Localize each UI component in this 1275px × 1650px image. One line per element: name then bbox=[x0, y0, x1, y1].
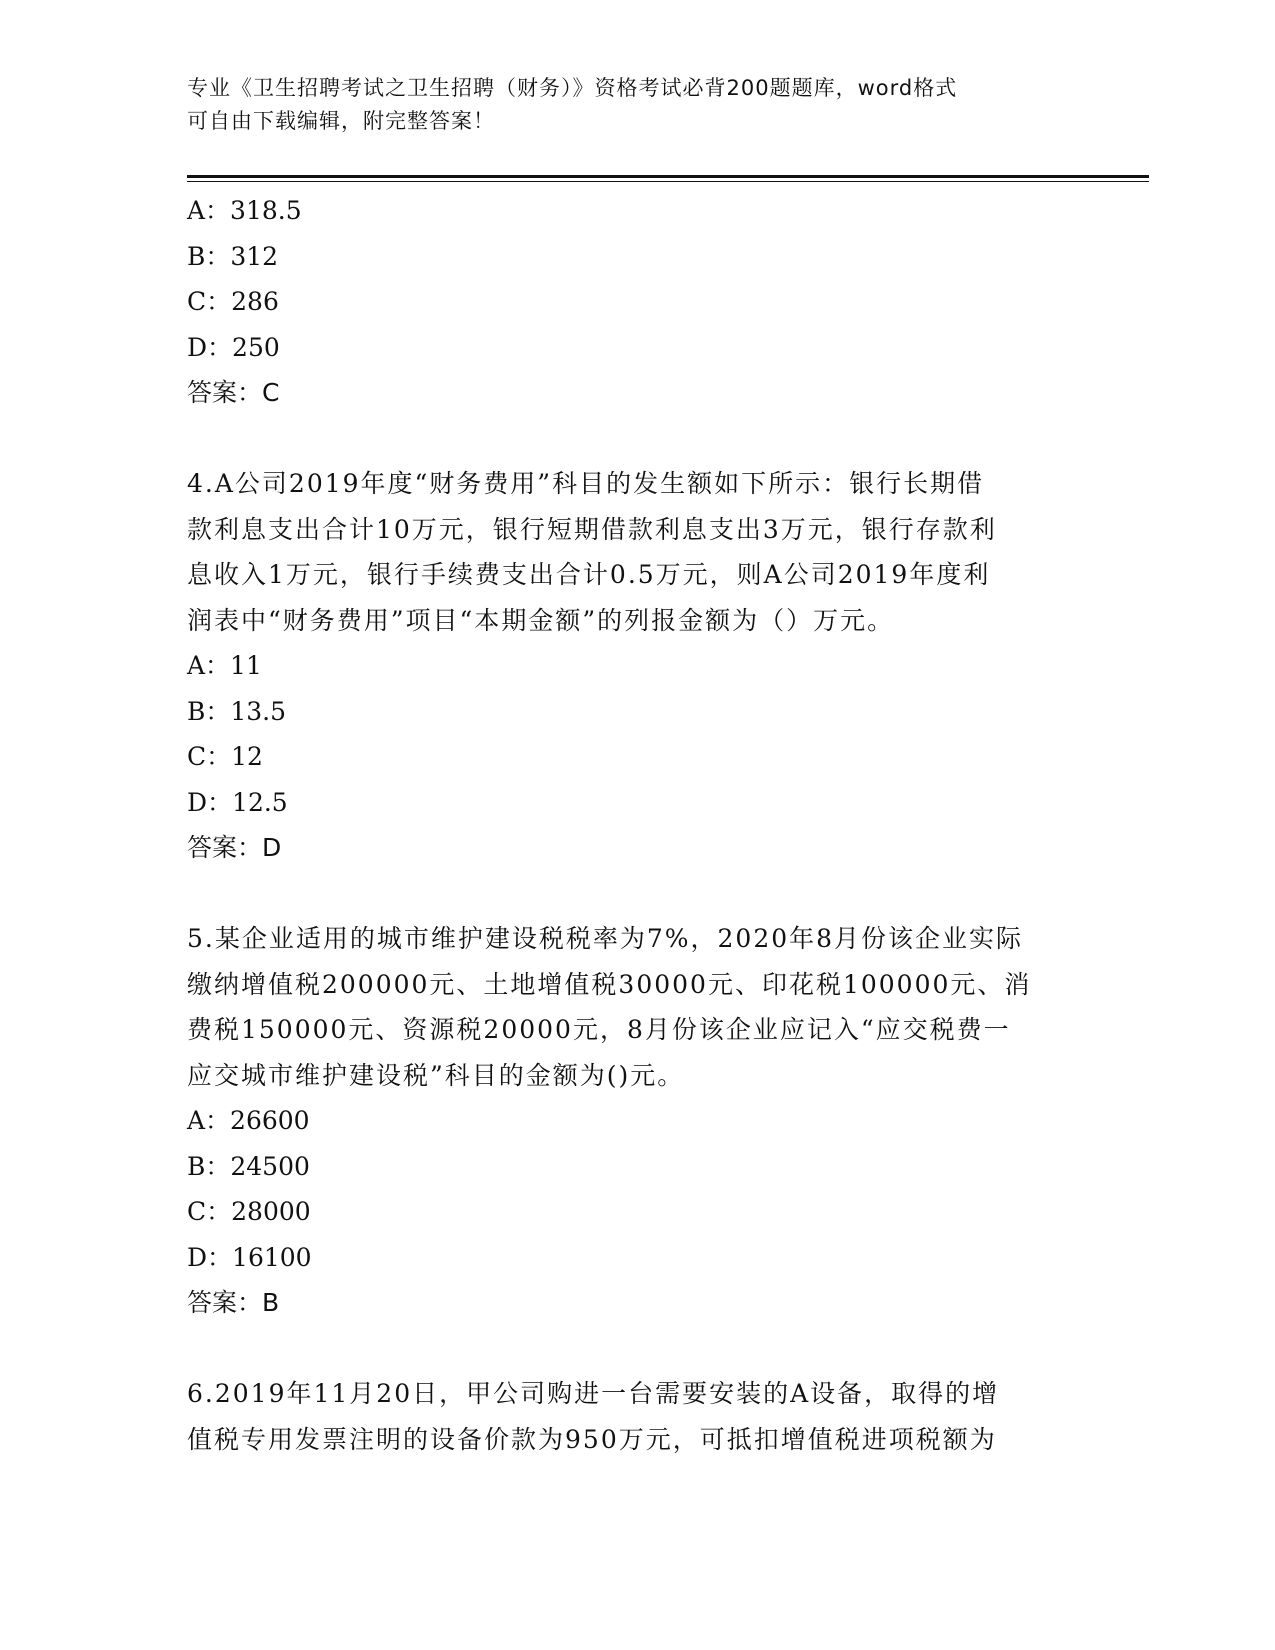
question-4 bbox=[187, 461, 1077, 871]
answer: 答案：B bbox=[187, 1288, 280, 1317]
question-stem bbox=[187, 461, 1077, 643]
question-stem bbox=[187, 916, 1077, 1098]
option-b: B：13.5 bbox=[187, 696, 287, 726]
option-c: C：12 bbox=[187, 742, 263, 771]
question-stem bbox=[187, 1371, 1077, 1462]
stem-line: 缴纳增值税200000元、土地增值税30000元、印花税100000元、消 bbox=[187, 969, 1032, 999]
option-c: C：28000 bbox=[187, 1197, 311, 1226]
stem-line: 应交城市维护建设税”科目的金额为()元。 bbox=[187, 1060, 685, 1090]
spacer bbox=[187, 871, 1077, 917]
option-d: D：12.5 bbox=[187, 787, 288, 817]
stem-line: 款利息支出合计10万元，银行短期借款利息支出3万元，银行存款利 bbox=[187, 514, 997, 544]
answer: 答案：C bbox=[187, 378, 280, 407]
header-line-1: 专业《卫生招聘考试之卫生招聘（财务）》资格考试必背200题题库，word格式 bbox=[187, 76, 958, 100]
question-list bbox=[187, 188, 1077, 1462]
option-b: B：24500 bbox=[187, 1151, 310, 1181]
stem-line: 6.2019年11月20日，甲公司购进一台需要安装的A设备，取得的增 bbox=[187, 1379, 1000, 1408]
option-d: D：250 bbox=[187, 332, 280, 362]
option-a: A：318.5 bbox=[187, 196, 302, 225]
stem-line: 值税专用发票注明的设备价款为950万元，可抵扣增值税进项税额为 bbox=[187, 1424, 997, 1454]
stem-line: 5.某企业适用的城市维护建设税税率为7%，2020年8月份该企业实际 bbox=[187, 924, 1024, 953]
header-rule-thick bbox=[187, 175, 1149, 178]
spacer bbox=[187, 416, 1077, 462]
header-rule-thin bbox=[187, 181, 1149, 182]
option-c: C：286 bbox=[187, 287, 279, 316]
stem-line: 润表中“财务费用”项目“本期金额”的列报金额为（）万元。 bbox=[187, 605, 895, 635]
question-6 bbox=[187, 1371, 1077, 1462]
option-a: A：26600 bbox=[187, 1106, 310, 1135]
header-line-2: 可自由下载编辑，附完整答案！ bbox=[187, 109, 495, 133]
stem-line: 费税150000元、资源税20000元，8月份该企业应记入“应交税费一 bbox=[187, 1015, 1011, 1044]
option-d: D：16100 bbox=[187, 1242, 312, 1272]
option-a: A：11 bbox=[187, 651, 262, 680]
document-header bbox=[187, 72, 1067, 138]
spacer bbox=[187, 1326, 1077, 1372]
answer: 答案：D bbox=[187, 833, 282, 862]
question-5 bbox=[187, 916, 1077, 1326]
stem-line: 4.A公司2019年度“财务费用”科目的发生额如下所示：银行长期借 bbox=[187, 469, 985, 498]
stem-line: 息收入1万元，银行手续费支出合计0.5万元，则A公司2019年度利 bbox=[187, 560, 991, 589]
question-3 bbox=[187, 188, 1077, 416]
option-b: B：312 bbox=[187, 241, 279, 271]
